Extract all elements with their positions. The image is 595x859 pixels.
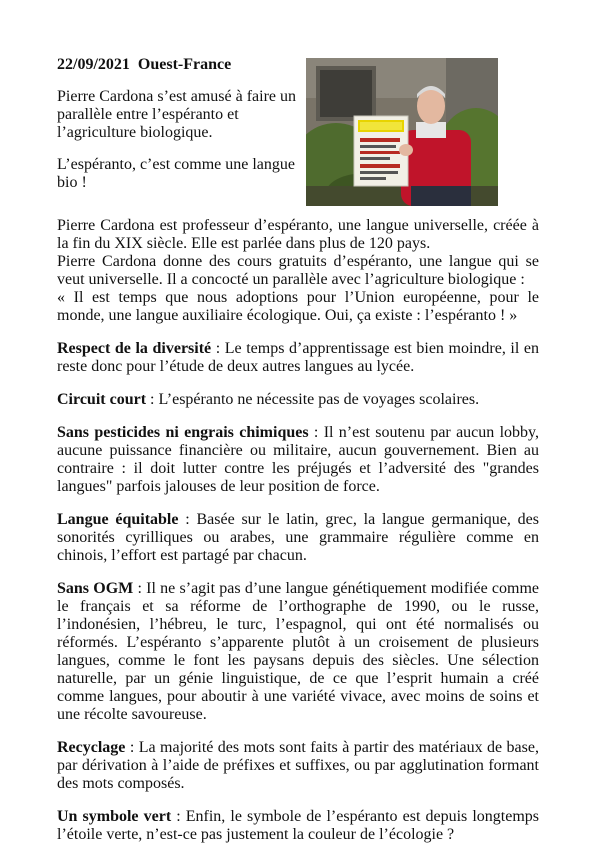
section-respect-diversite: Respect de la diversité : Le temps d’apprentissage est bien moindre, il en reste donc pour l’étude de deux autres langues au lycée. [57,340,539,375]
paragraph: Pierre Cardona est professeur d’espéranto, une langue universelle, créée à la fin du XIX siècle. Elle est parlée dans plus de 120 pays. [57,217,539,252]
section-sans-ogm: Sans OGM : Il ne s’agit pas d’une langue génétiquement modifiée comme le français et sa réforme de l’orthographe de 1990, ou le russe, l’indonésien, l’hébreu, le turc, l’espagnol, qui ont été normalisés ou réformés. L’espéranto s’apparente plutôt à un croisement de plusieurs langues, comme le font les paysans depuis des siècles. Une sélection naturelle, par un génie linguistique, de ce que l’esprit humain a créé comme langues, pour aboutir à une variété vivace, avec moins de soins et une récolte savoureuse. [57,580,540,723]
section-title: Recyclage [57,739,126,756]
source: Ouest-France [137,56,232,73]
section-title: Circuit court [57,391,147,408]
section-text: Le temps d’apprentissage est bien moindre, il en reste donc pour l’étude de deux autres langues au lycée. [57,340,539,375]
date: 22/09/2021 [57,56,130,73]
section-title: Sans pesticides ni engrais chimiques [57,424,309,441]
section-text: Enfin, le symbole de l’espéranto est depuis longtemps l’étoile verte, n’est-ce pas justement la couleur de l’écologie ? [57,808,539,843]
section-title: Sans OGM [57,580,134,597]
section-title: Langue équitable [57,511,179,528]
section-langue-equitable: Langue équitable : Basée sur le latin, grec, la langue germanique, des sonorités cyrilliques ou arabes, une grammaire régulière comme en chinois, l’effort est partagé par chacun. [57,511,539,564]
quote-paragraph: « Il est temps que nous adoptions pour l’Union européenne, pour le monde, une langue auxiliaire écologique. Oui, ça existe : l’espéranto ! » [57,289,539,324]
section-text: Il n’est soutenu par aucun lobby, aucune puissance financière ou militaire, aucun gouvernement. Bien au contraire : il doit lutter contre les préjugés et l’adversité des "grandes langues" parfois jalouses de leur position de force. [57,424,540,495]
section-circuit-court: Circuit court : L’espéranto ne nécessite pas de voyages scolaires. [57,391,480,408]
section-text: Il ne s’agit pas d’une langue génétiquement modifiée comme le français et sa réforme de l’orthographe de 1990, ou le russe, l’indonésien, l’hébreu, le turc, l’espagnol, qui ont été normalisés ou réformés. L’espéranto s’apparente plutôt à un croisement de plusieurs langues, comme le font les paysans depuis des siècles. Une sélection naturelle, par un génie linguistique, de ce que l’esprit humain a créé comme langues, pour aboutir à une variété vivace, avec moins de soins et une récolte savoureuse. [57,580,540,723]
article-body [57,217,539,859]
article-photo [306,58,498,206]
intro-summary: Pierre Cardona s’est amusé à faire un parallèle entre l’espéranto et l’agriculture biologique. [57,88,297,141]
section-title: Un symbole vert [57,808,172,825]
paragraph: Pierre Cardona donne des cours gratuits d’espéranto, une langue qui se veut universelle. Il a concocté un parallèle avec l’agriculture biologique : [57,253,539,288]
section-text: La majorité des mots sont faits à partir des matériaux de base, par dérivation à l’aide de préfixes et suffixes, ou par agglutination formant des mots composés. [57,739,539,792]
person-holding-poster-photo [306,58,498,206]
section-text: Basée sur le latin, grec, la langue germanique, des sonorités cyrilliques ou arabes, une grammaire régulière comme en chinois, l’effort est partagé par chacun. [57,511,539,564]
section-title: Respect de la diversité [57,340,212,357]
section-symbole-vert: Un symbole vert : Enfin, le symbole de l’espéranto est depuis longtemps l’étoile verte, n’est-ce pas justement la couleur de l’écologie ? [57,808,539,843]
section-recyclage: Recyclage : La majorité des mots sont faits à partir des matériaux de base, par dérivation à l’aide de préfixes et suffixes, ou par agglutination formant des mots composés. [57,739,539,792]
dateline [57,56,302,74]
headline: L’espéranto, c’est comme une langue bio ! [57,156,295,191]
article-header [57,56,302,206]
section-text: L’espéranto ne nécessite pas de voyages scolaires. [158,391,480,408]
section-sans-pesticides: Sans pesticides ni engrais chimiques : Il n’est soutenu par aucun lobby, aucune puissance financière ou militaire, aucun gouvernement. Bien au contraire : il doit lutter contre les préjugés et l’adversité des "grandes langues" parfois jalouses de leur position de force. [57,424,540,495]
